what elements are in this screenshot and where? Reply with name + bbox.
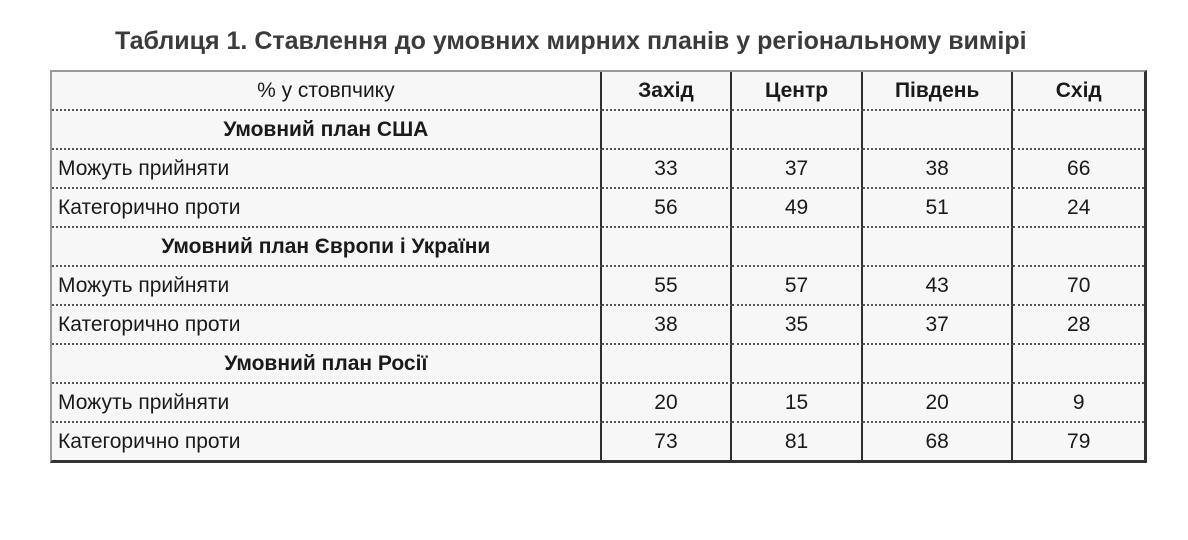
empty-cell — [602, 111, 733, 150]
value-cell: 37 — [732, 150, 863, 189]
value-cell: 20 — [863, 384, 1014, 423]
value-cell: 38 — [602, 306, 733, 345]
value-cell: 15 — [732, 384, 863, 423]
table-row — [52, 267, 1144, 306]
row-label: Категорично проти — [52, 306, 602, 345]
empty-cell — [1013, 345, 1144, 384]
empty-cell — [602, 345, 733, 384]
section-label: Умовний план Європи і України — [52, 228, 602, 267]
empty-cell — [863, 345, 1014, 384]
value-cell: 73 — [602, 423, 733, 460]
empty-cell — [1013, 111, 1144, 150]
empty-cell — [863, 228, 1014, 267]
section-label: Умовний план Росії — [52, 345, 602, 384]
header-cell: Південь — [863, 72, 1014, 111]
value-cell: 38 — [863, 150, 1014, 189]
row-label: Категорично проти — [52, 189, 602, 228]
empty-cell — [602, 228, 733, 267]
table-row — [52, 189, 1144, 228]
value-cell: 37 — [863, 306, 1014, 345]
value-cell: 55 — [602, 267, 733, 306]
table-row — [52, 306, 1144, 345]
header-cell: Центр — [732, 72, 863, 111]
value-cell: 20 — [602, 384, 733, 423]
row-label: Категорично проти — [52, 423, 602, 460]
row-label: Можуть прийняти — [52, 150, 602, 189]
value-cell: 57 — [732, 267, 863, 306]
value-cell: 66 — [1013, 150, 1144, 189]
header-row — [52, 72, 1144, 111]
empty-cell — [1013, 228, 1144, 267]
section-row — [52, 228, 1144, 267]
header-cell: % у стовпчику — [52, 72, 602, 111]
empty-cell — [732, 111, 863, 150]
value-cell: 9 — [1013, 384, 1144, 423]
value-cell: 35 — [732, 306, 863, 345]
section-row — [52, 111, 1144, 150]
table-row — [52, 150, 1144, 189]
empty-cell — [732, 228, 863, 267]
value-cell: 70 — [1013, 267, 1144, 306]
value-cell: 28 — [1013, 306, 1144, 345]
value-cell: 56 — [602, 189, 733, 228]
table-row — [52, 384, 1144, 423]
table-title: Таблиця 1. Ставлення до умовних мирних планів у регіональному вимірі — [115, 27, 1027, 55]
row-label: Можуть прийняти — [52, 267, 602, 306]
row-label: Можуть прийняти — [52, 384, 602, 423]
empty-cell — [732, 345, 863, 384]
section-label: Умовний план США — [52, 111, 602, 150]
header-cell: Захід — [602, 72, 733, 111]
empty-cell — [863, 111, 1014, 150]
value-cell: 43 — [863, 267, 1014, 306]
value-cell: 24 — [1013, 189, 1144, 228]
value-cell: 81 — [732, 423, 863, 460]
value-cell: 68 — [863, 423, 1014, 460]
table-row — [52, 423, 1144, 460]
value-cell: 49 — [732, 189, 863, 228]
section-row — [52, 345, 1144, 384]
value-cell: 33 — [602, 150, 733, 189]
data-table — [50, 70, 1147, 463]
header-cell: Схід — [1013, 72, 1144, 111]
value-cell: 79 — [1013, 423, 1144, 460]
value-cell: 51 — [863, 189, 1014, 228]
